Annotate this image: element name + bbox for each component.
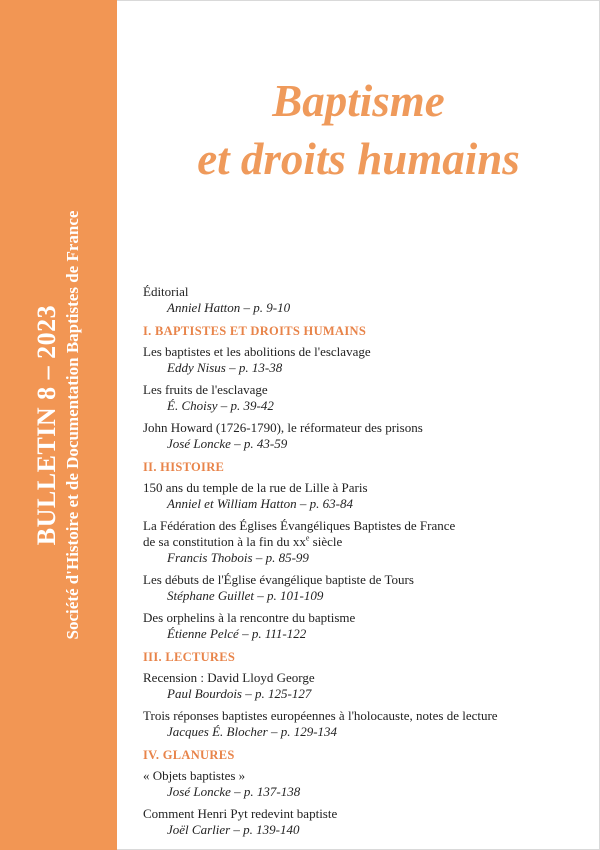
toc-entry [143,480,583,512]
title-line-2: et droits humains [197,134,520,184]
entry-author: É. Choisy – p. 39-42 [167,398,274,413]
toc-entry [143,806,583,838]
toc-entry [143,344,583,376]
entry-title: Comment Henri Pyt redevint baptiste [143,806,338,821]
section-heading-4: IV. GLANURES [143,748,235,762]
entry-title: Éditorial [143,284,189,299]
entry-title: Recension : David Lloyd George [143,670,315,685]
toc-entry [143,610,583,642]
bulletin-number: BULLETIN 8 – 2023 [32,304,61,546]
entry-author: Eddy Nisus – p. 13-38 [167,360,283,375]
entry-author: Anniel et William Hatton – p. 63-84 [167,496,353,511]
entry-author: Anniel Hatton – p. 9-10 [167,300,291,315]
entry-title: John Howard (1726-1790), le réformateur des prisons [143,420,423,435]
cover-title [117,72,600,188]
toc-entry [143,670,583,702]
entry-author: Francis Thobois – p. 85-99 [167,550,309,565]
entry-title: Les débuts de l'Église évangélique baptiste de Tours [143,572,414,587]
entry-author: Joël Carlier – p. 139-140 [167,822,300,837]
toc-entry-editorial [143,284,583,316]
entry-title-line-2-text: de sa constitution à la fin du xx [143,534,306,549]
toc-entry [143,708,583,740]
toc-entry [143,768,583,800]
entry-author: Paul Bourdois – p. 125-127 [167,686,312,701]
entry-author: Stéphane Guillet – p. 101-109 [167,588,324,603]
title-line-1: Baptisme [272,76,445,126]
entry-title: Les baptistes et les abolitions de l'esclavage [143,344,371,359]
society-name: Société d'Histoire et de Documentation Baptistes de France [63,210,82,640]
toc-entry [143,518,583,566]
entry-title: La Fédération des Églises Évangéliques Baptistes de France [143,518,456,533]
entry-title: Des orphelins à la rencontre du baptisme [143,610,356,625]
toc-entry [143,420,583,452]
entry-author: José Loncke – p. 137-138 [167,784,301,799]
century-superscript: e [305,533,310,543]
cover-spine [0,0,117,850]
entry-title-line-2-end: siècle [309,534,343,549]
table-of-contents [143,284,583,844]
spine-text [32,211,84,640]
entry-author: José Loncke – p. 43-59 [167,436,288,451]
section-heading-2: II. HISTOIRE [143,460,225,474]
entry-title: 150 ans du temple de la rue de Lille à Paris [143,480,368,495]
section-heading-3: III. LECTURES [143,650,236,664]
entry-author: Jacques É. Blocher – p. 129-134 [167,724,338,739]
entry-title: « Objets baptistes » [143,768,246,783]
entry-title-line-2 [143,534,583,550]
section-heading-1: I. BAPTISTES ET DROITS HUMAINS [143,324,367,338]
entry-title: Trois réponses baptistes européennes à l'holocauste, notes de lecture [143,708,498,723]
entry-title: Les fruits de l'esclavage [143,382,268,397]
entry-author: Étienne Pelcé – p. 111-122 [167,626,307,641]
toc-entry [143,572,583,604]
toc-entry [143,382,583,414]
